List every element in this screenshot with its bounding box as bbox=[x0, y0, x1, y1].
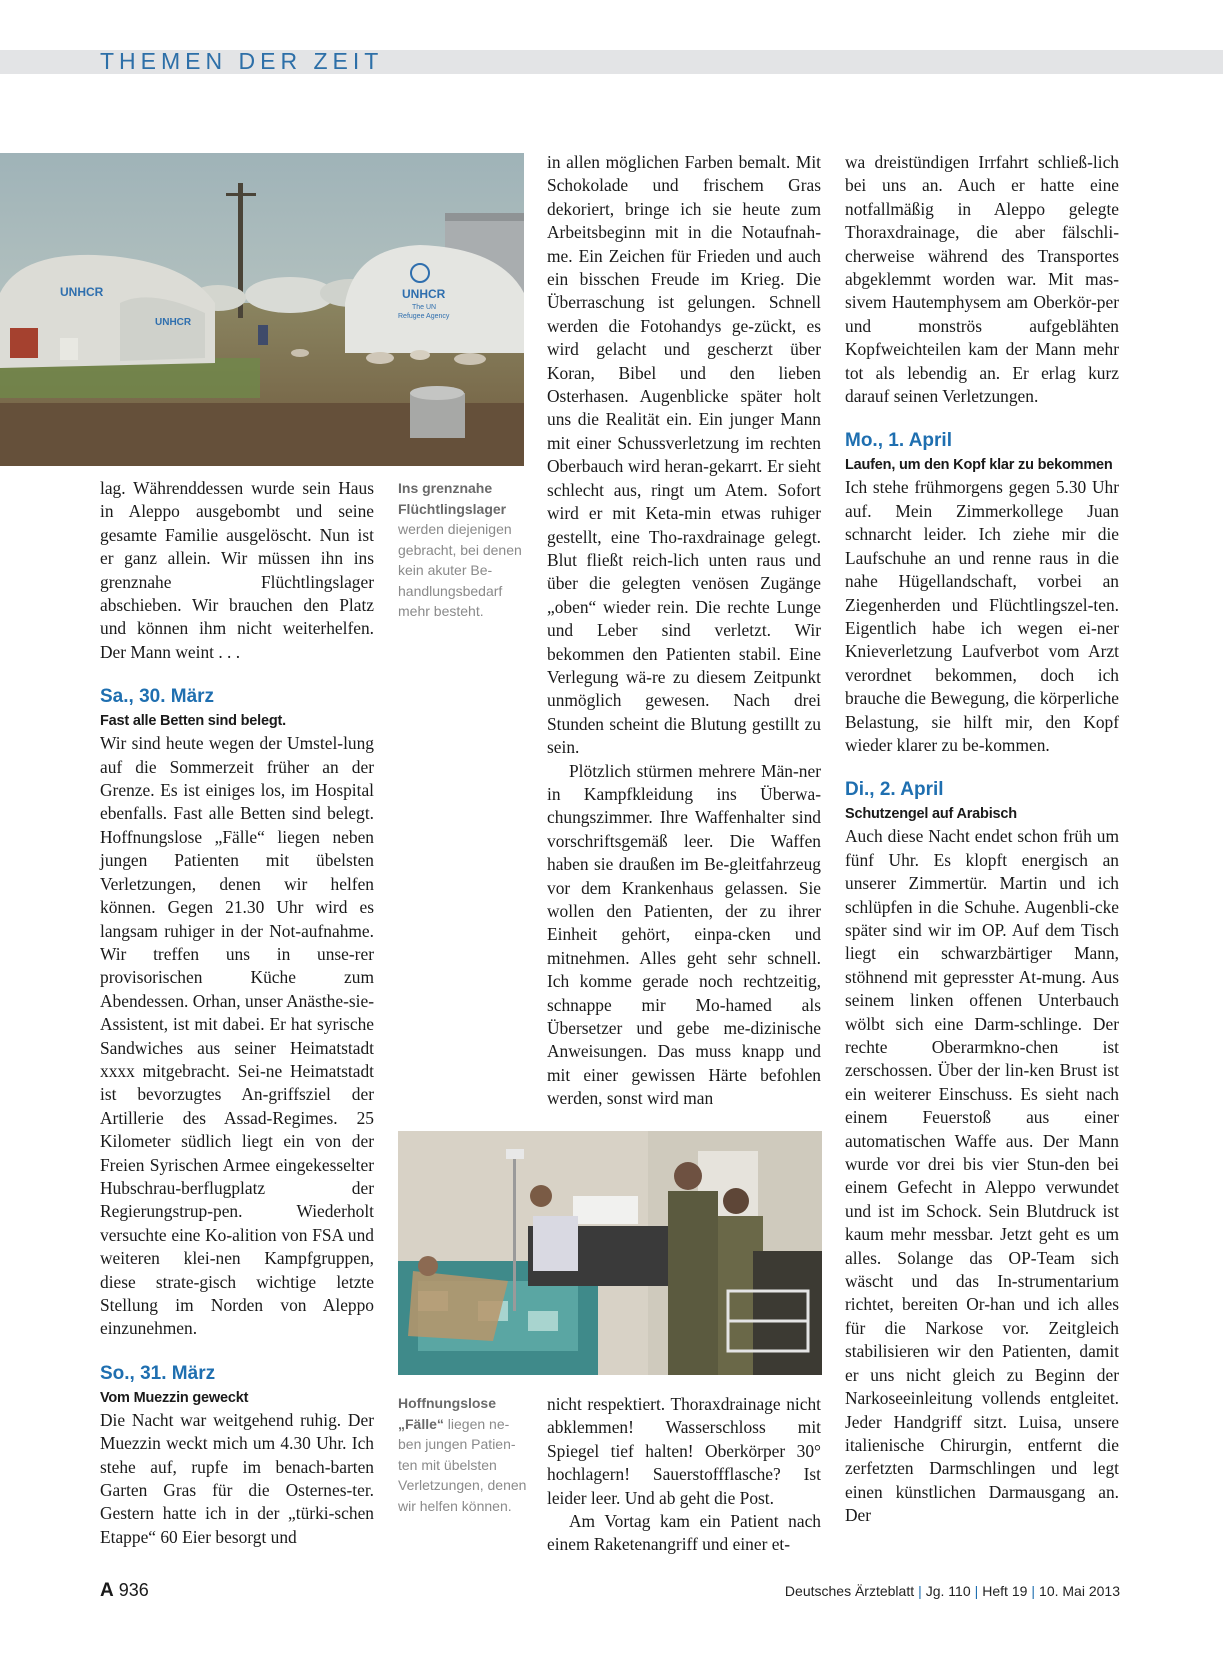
tent-logo-right: UNHCR bbox=[402, 287, 446, 301]
col3-paragraph-2: Ich stehe frühmorgens gegen 5.30 Uhr auf. Mein Zimmerkollege Juan schnarcht leider. Ich ziehe mir die Laufschuhe an und renne raus in die nahe Hügellandschaft, vorbei an Ziegenherden und Flüchtlingszel-ten. Eigentlich habe ich wegen ei-ner Knieverletzung Laufverbot vom Arzt verordnet bekommen, doch ich brauche die Bewegung, die körperliche Belastung, sie hilft mir, den Kopf wieder klarer zu be-kommen. bbox=[845, 477, 1119, 755]
col1-heading-sa-30-maerz: Sa., 30. März bbox=[100, 686, 215, 708]
col3-heading-mo-1-april: Mo., 1. April bbox=[845, 430, 952, 452]
col1-paragraph-1: lag. Währenddessen wurde sein Haus in Aleppo ausgebombt und seine gesamte Familie ausgelöscht. Nun ist er ganz allein. Wir müssen ihn ins grenznahe Flüchtlingslager abschieben. Wir brauchen den Platz und können ihm nicht weiterhelfen. Der Mann weint . . . bbox=[100, 478, 374, 662]
col3-subheading-2: Schutzengel auf Arabisch bbox=[845, 806, 1017, 823]
text-column-2-top bbox=[547, 151, 821, 1111]
page-number-value: 936 bbox=[118, 1580, 149, 1600]
col1-heading-so-31-maerz: So., 31. März bbox=[100, 1362, 216, 1384]
col1-paragraph-3: Die Nacht war weitgehend ruhig. Der Muezzin weckt mich um 4.30 Uhr. Ich stehe auf, rupfe im benach-barten Garten Gras für die Osternes-ter. Gestern hatte ich in der „türki-schen Etappe“ 60 Eier besorgt und bbox=[100, 1409, 374, 1547]
journal-meta: Deutsches Ärzteblatt | Jg. 110 | Heft 19 | 10. Mai 2013 bbox=[784, 1583, 1120, 1599]
caption-ward-text: liegen ne-ben jungen Patien-ten mit übelsten Verletzungen, denen wir helfen können. bbox=[398, 1415, 527, 1514]
col3-paragraph-3: Auch diese Nacht endet schon früh um fünf Uhr. Es klopft energisch an unserer Zimmertür. Martin und ich schlüpfen in die Schuhe. Augenbli-cke später sind wir im OP. Auf dem Tisch liegt ein schwarzbärtiger Mann, stöhnend mit gepresster At-mung. Aus seinem linken offenen Unterbauch wölbt sich eine Darm-schlinge. Der rechte Oberarmkno-chen ist zerschossen. Über der lin-ken Brust ist ein weiterer Einschuss. Es sieht nach einem Feuerstoß aus einer automatischen Waffe aus. Der Mann wurde vor drei bis vier Stun-den bei einem Gefecht in Aleppo verwundet und ist im Schock. Sein Blutdruck ist kaum mehr messbar. Jetzt geht es um alles. Solange das OP-Team sich wäscht und das In-strumentarium richtet, bereiten Or-han und ich alles für die Narkose vor. Zeitgleich stabilisieren wir den Patienten, damit er uns nicht gleich zu Beginn der Narkoseeinleitung vollends entgleitet. Jeder Handgriff sitzt. Luisa, unsere italienische Chirurgin, entfernt die zerfetzten Darmschlingen und legt einen künstlichen Darmausgang an. Der bbox=[845, 826, 1119, 1526]
tent-logo-small: UNHCR bbox=[155, 317, 192, 328]
caption-camp-bold: Ins grenznahe Flüchtlingslager bbox=[398, 480, 507, 517]
journal-issue: Heft 19 bbox=[982, 1583, 1028, 1599]
caption-ward-bold: Hoffnungslose „Fälle“ bbox=[398, 1395, 496, 1432]
col3-heading-di-2-april: Di., 2. April bbox=[845, 779, 944, 801]
text-column-3 bbox=[845, 151, 1119, 1528]
tent-logo-right-sub1: The UN bbox=[412, 304, 437, 311]
page-number bbox=[100, 1580, 149, 1602]
page-prefix: A bbox=[100, 1580, 114, 1601]
col1-paragraph-2: Wir sind heute wegen der Umstel-lung auf die Sommerzeit früher an der Grenze. Es ist einiges los, im Hospital ebenfalls. Fast alle Betten sind belegt. Hoffnungslose „Fälle“ liegen neben jungen Patienten mit übelsten Verletzungen, denen wir helfen können. Gegen 21.30 Uhr wird es langsam ruhiger in der Not-aufnahme. Wir treffen uns in unse-rer provisorischen Küche zum Abendessen. Orhan, unser Anästhe-sie-Assistent, ist mit dabei. Er hat syrische Sandwiches aus seiner Heimatstadt xxxx mitgebracht. Sei-ne Heimatstadt ist bevorzugtes An-griffsziel der Artillerie des Assad-Regimes. 25 Kilometer südlich liegt ein von der Freien Syrischen Armee eingekesselter Hubschrau-berflugplatz der Regierungstrup-pen. Wiederholt versuchte eine Ko-alition von FSA und weiteren klei-nen Kampfgruppen, diese strate-gisch wichtige letzte Stellung im Norden von Aleppo einzunehmen. bbox=[100, 733, 374, 1339]
text-column-1 bbox=[100, 477, 374, 1549]
col2-paragraph-4: Am Vortag kam ein Patient nach einem Raketenangriff und einer et- bbox=[547, 1511, 821, 1555]
refugee-camp-photo bbox=[0, 153, 524, 466]
photo-caption-ward bbox=[398, 1393, 528, 1516]
col1-subheading-2: Vom Muezzin geweckt bbox=[100, 1389, 249, 1406]
col2-paragraph-3: nicht respektiert. Thoraxdrainage nicht abklemmen! Wasserschloss mit Spiegel tief halten! Oberkörper 30° hochlagern! Sauerstoffflasche? Ist leider leer. Und ab geht die Post. bbox=[547, 1394, 821, 1508]
tent-logo-left: UNHCR bbox=[60, 285, 104, 299]
journal-volume: Jg. 110 bbox=[925, 1583, 971, 1599]
col3-paragraph-1: wa dreistündigen Irrfahrt schließ-lich bei uns an. Auch er hatte eine notfallmäßig in Aleppo gelegte Thoraxdrainage, die aber fälschli-cherweise während des Transportes abgeklemmt worden war. Mit mas-sivem Hautemphysem am Oberkör-per und monströs aufgeblähten Kopfweichteilen kam der Mann mehr tot als lebendig an. Er erlag kurz darauf seinen Verletzungen. bbox=[845, 152, 1119, 407]
photo-caption-camp bbox=[398, 478, 528, 622]
col2-paragraph-2: Plötzlich stürmen mehrere Män-ner in Kampfkleidung ins Überwa-chungszimmer. Ihre Waffenhalter sind vorschriftsgemäß leer. Die Waffen haben sie draußen im Be-gleitfahrzeug vor dem Krankenhaus gelassen. Sie wollen den Patienten, der zu ihrer Einheit gehört, einpa-cken und mitnehmen. Alles geht sehr schnell. Ich komme gerade noch rechtzeitig, schnappe mir Mo-hamed als Übersetzer und gebe me-dizinische Anweisungen. Das muss knapp und mit einer gewissen Härte befohlen werden, sonst wird man bbox=[547, 760, 821, 1109]
journal-date: 10. Mai 2013 bbox=[1039, 1583, 1120, 1599]
tent-logo-right-sub2: Refugee Agency bbox=[398, 313, 450, 320]
col2-paragraph-1: in allen möglichen Farben bemalt. Mit Schokolade und frischem Gras dekoriert, bringe ich sie heute zum Arbeitsbeginn mit in die Notaufnah-me. Ein Zeichen für Frieden und auch ein bisschen Freude im Krieg. Die Überraschung ist gelungen. Schnell werden die Fotohandys ge-zückt, es wird gelacht und gescherzt über Koran, Bibel und den lieben Osterhasen. Augenblicke später holt uns die Realität ein. Ein junger Mann mit einer Schussverletzung im rechten Oberbauch wird heran-gekarrt. Er sieht schlecht aus, ringt um Atem. Sofort wird er mit Keta-min etwas ruhiger gestellt, eine Tho-raxdrainage gelegt. Blut fließt reich-lich unten raus und über die gelegten venösen Zugänge „oben“ wieder rein. Die rechte Lunge und Leber sind verletzt. Wir bekommen den Patienten stabil. Eine Verlegung wä-re zu diesem Zeitpunkt unmöglich gewesen. Nach drei Stunden scheint die Blutung gestillt zu sein. bbox=[547, 152, 821, 758]
col3-subheading-1: Laufen, um den Kopf klar zu bekommen bbox=[845, 457, 1113, 474]
caption-camp-text: werden diejenigen gebracht, bei denen kein akuter Be-handlungsbedarf mehr besteht. bbox=[398, 521, 522, 619]
text-column-2-bottom bbox=[547, 1393, 821, 1557]
hospital-ward-photo bbox=[398, 1131, 822, 1375]
journal-name: Deutsches Ärzteblatt bbox=[784, 1583, 915, 1599]
section-title: THEMEN DER ZEIT bbox=[100, 48, 384, 74]
col1-subheading-1: Fast alle Betten sind belegt. bbox=[100, 713, 286, 730]
